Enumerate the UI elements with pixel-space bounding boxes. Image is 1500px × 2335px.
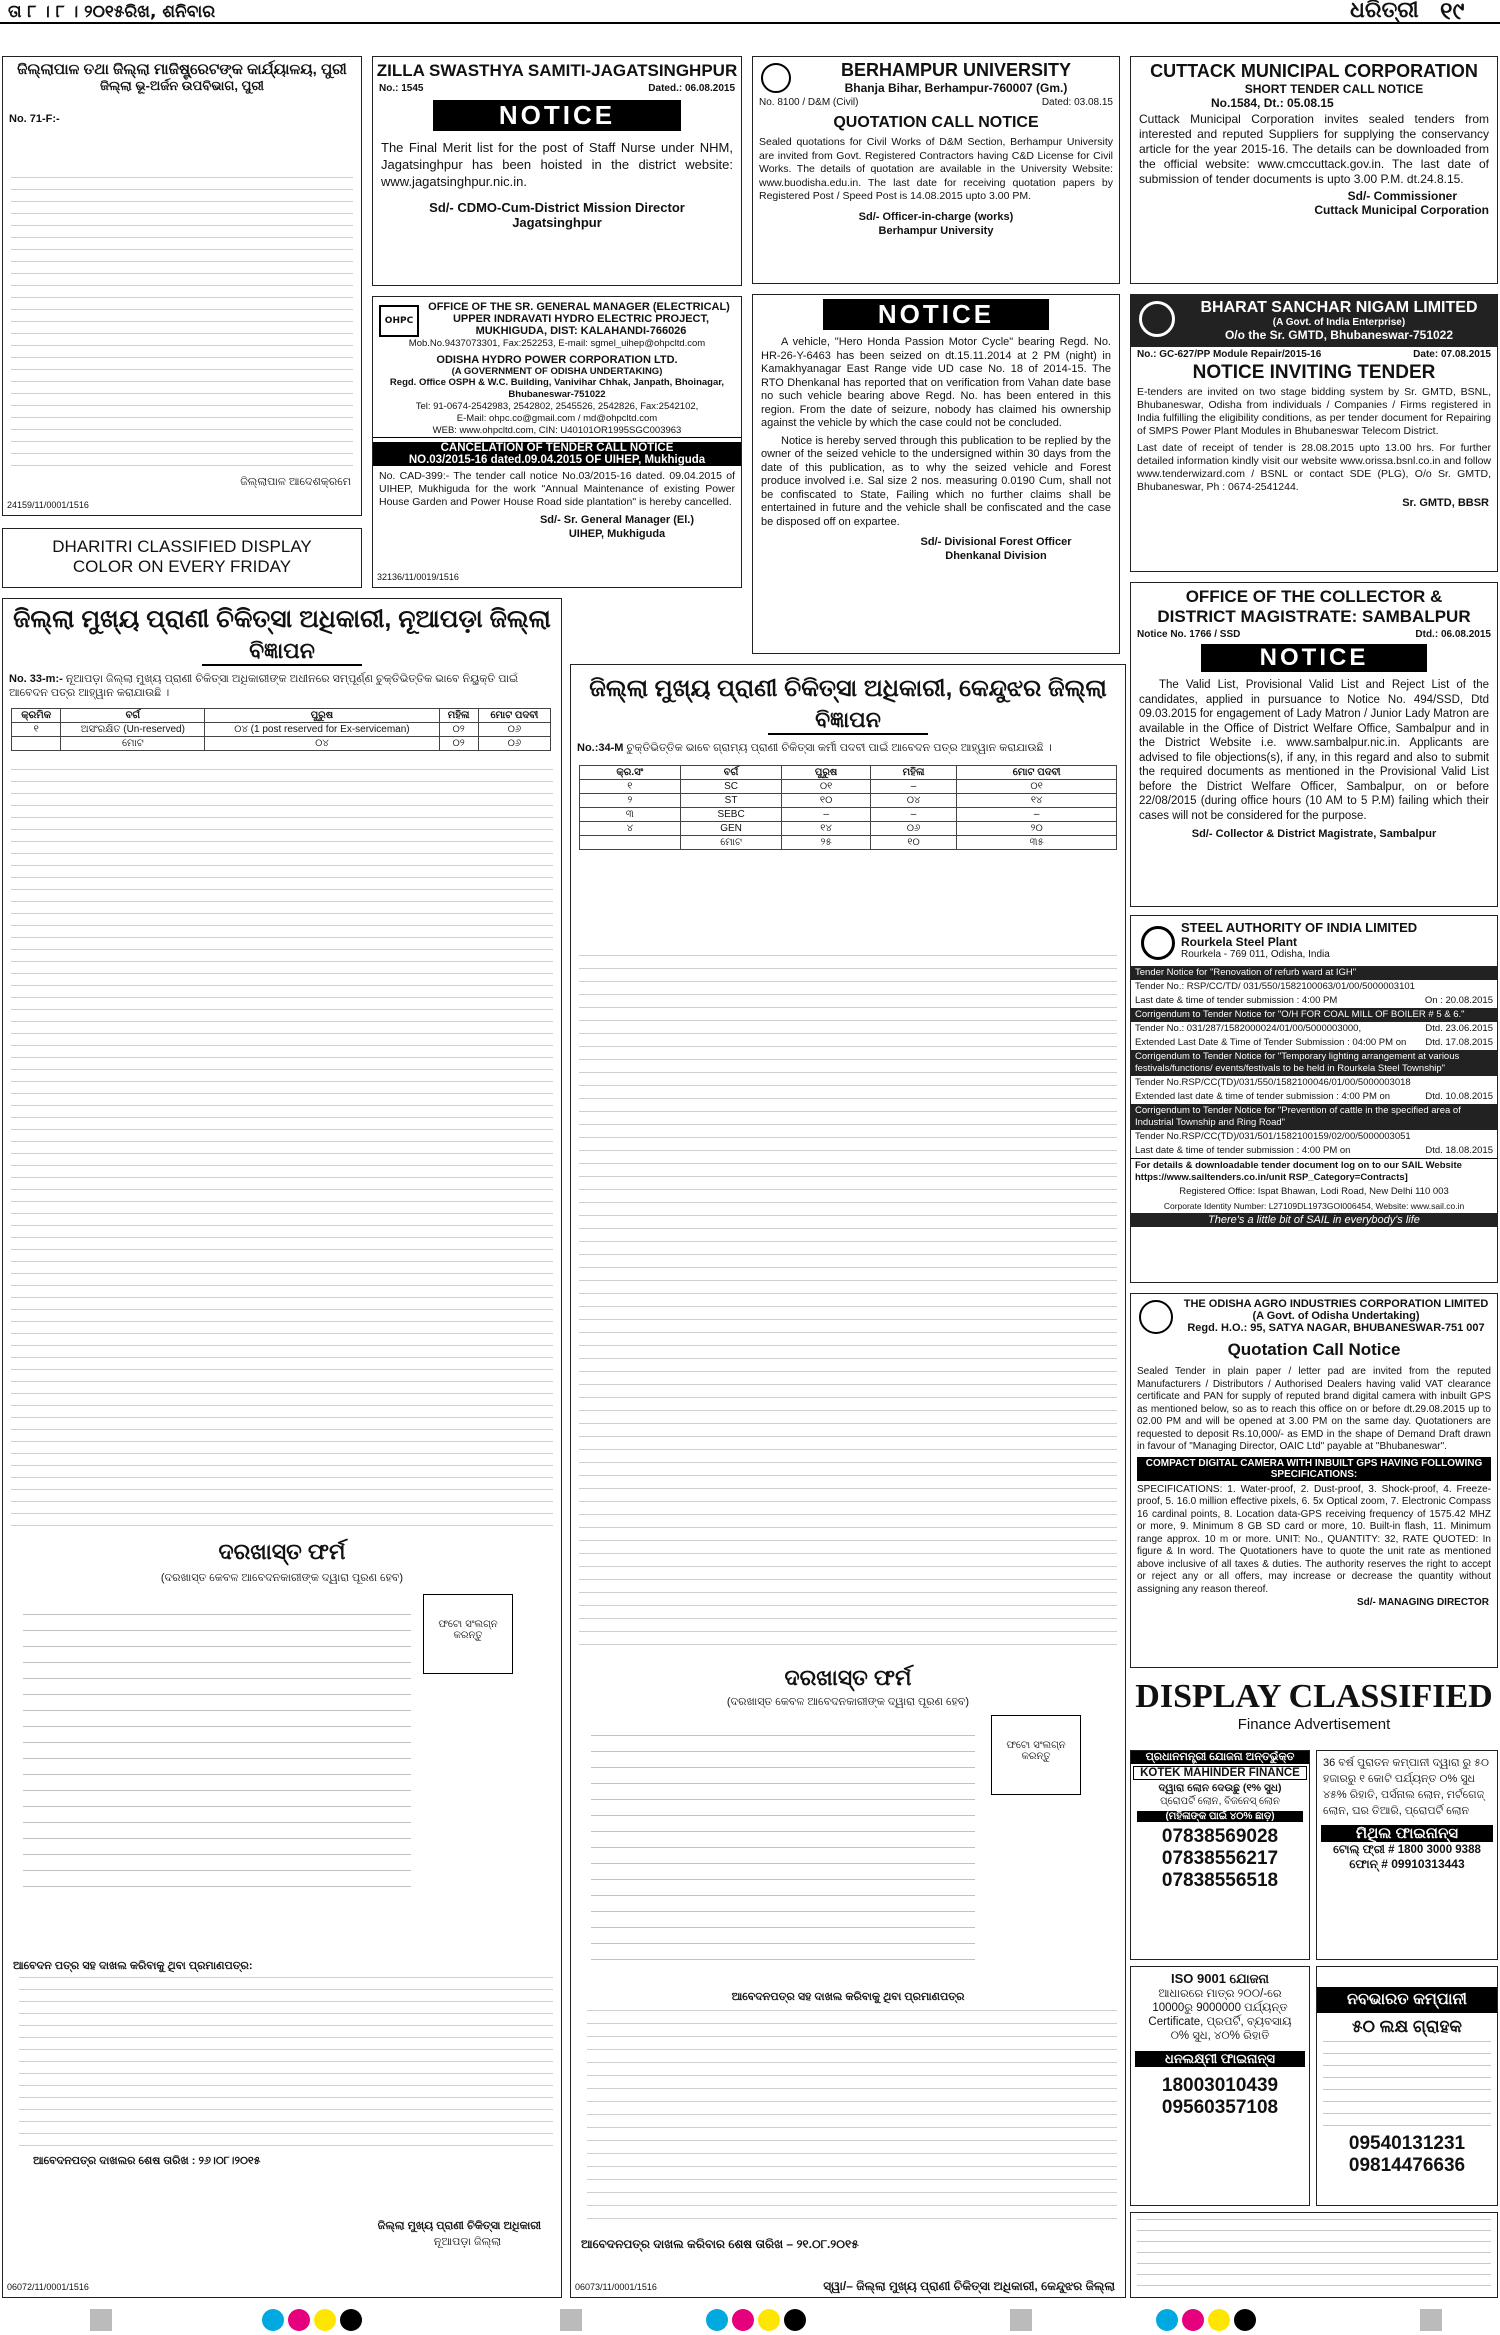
kotak-brand: KOTEK MAHINDER FINANCE [1133,1766,1307,1780]
ohpc-mob: Mob.No.9437073301, Fax:252253, E-mail: sgmel_uihep@ohpcltd.com [408,338,706,349]
table-cell: ୦୨ [439,737,478,751]
berhampur-title: BERHAMPUR UNIVERSITY [840,60,1072,80]
oaic-spec-head: COMPACT DIGITAL CAMERA WITH INBUILT GPS HAVING FOLLOWING SPECIFICATIONS: [1137,1457,1491,1481]
ohpc-logo: OHPC [379,305,419,337]
table-cell: ୧୦ [870,836,957,850]
berhampur-heading: QUOTATION CALL NOTICE [833,114,1039,131]
ohpc-body: No. CAD-399:- The tender call notice No.03/2015-16 dated. 09.04.2015 of UIHEP, Mukhiguda for the work "Annual Maintenance of existing Power House Garden and Power House Road side plantation" is hereby cancelled. [379,470,735,508]
keonjhar-form-lines [591,1720,975,1960]
table-cell: ୦୨ [439,723,478,737]
university-emblem-icon [761,63,791,93]
sambalpur-title1: OFFICE OF THE COLLECTOR & [1185,587,1443,606]
keonjhar-form-title: ଦରଖାସ୍ତ ଫର୍ମ [784,1665,912,1690]
sambalpur-dated: Dtd.: 06.08.2015 [1415,629,1491,640]
nav-body-lines [1323,2041,1491,2127]
iso-l3: Certificate, ପ୍ରପର୍ଟି, ବ୍ୟବସାୟ [1148,2016,1292,2028]
kotak-phone: 07838569028 [1161,1826,1279,1847]
dfo-body2: Notice is hereby served through this publication to be replied by the owner of the seized vehicle to the undersigned within 30 days from the date of this publication, as to why the seized vehicle and Forest produce involved i.e. Sal size 2 nos. measuring 0.0190 Cum, shall not be confiscated to State, Failing which no further claims shall be entertained in future and the vehicle shall be confiscated and the case be disposed off on expartee. [761,434,1111,528]
sail-tender-row [1131,1090,1497,1104]
cmc-no: No.1584, Dt.: 05.08.15 [1211,96,1334,110]
table-cell: SC [680,780,782,794]
dharitri-classified-line2: COLOR ON EVERY FRIDAY [72,557,292,576]
table-cell: – [870,780,957,794]
puri-notice [2,56,362,516]
sail-regd: Registered Office: Ispat Bhawan, Lodi Road, New Delhi 110 003 [1179,1186,1449,1197]
sail-tender-row [1131,1050,1497,1076]
table-cell: ୨ [580,794,681,808]
table-cell: ମୋଟ [61,737,205,751]
date-line: ତା ୮ । ୮ । ୨୦୧୫ରିଖ, ଶନିବାର [8,2,216,22]
keonjhar-th: ମୋଟ ପଦବୀ [957,766,1117,780]
keonjhar-intro: ଚୁକ୍ତିଭିତ୍ତିକ ଭାବେ ଗ୍ରାମ୍ୟ ପ୍ରାଣୀ ଚିକିତ୍ସା କର୍ମୀ ପଦବୀ ପାଇଁ ଆବେଦନ ପତ୍ର ଆହ୍ୱାନ କରାଯାଉଛି । [626,742,1052,754]
keonjhar-sub: ବିଜ୍ଞାପନ [768,707,928,735]
nuapada-intro: ନୂଆପଡ଼ା ଜିଲ୍ଲା ମୁଖ୍ୟ ପ୍ରାଣୀ ଚିକିତ୍ସା ଅଧିକାରୀଙ୍କ ଅଧୀନରେ ସମ୍ପୂର୍ଣ୍ଣ ଚୁକ୍ତିଭିତ୍ତିକ ଭାବେ ନିୟୁକ୍ତି ପାଇଁ ଆବେଦନ ପତ୍ର ଆହ୍ୱାନ କରାଯାଉଛି । [9,673,519,699]
sail-tender-date: Dtd. 10.08.2015 [1425,1091,1493,1102]
table-cell: ୦୬ [478,737,550,751]
ohpc-line3: MUKHIGUDA, DIST: KALAHANDI-766026 [475,325,687,337]
masthead [0,0,1500,24]
print-registration-bar [0,2305,1500,2335]
sambalpur-title2: DISTRICT MAGISTRATE: SAMBALPUR [1157,607,1471,626]
bsnl-title: BHARAT SANCHAR NIGAM LIMITED [1200,299,1478,316]
nuapada-sub: ବିଜ୍ଞାପନ [202,638,362,666]
oaic-sub: (A Govt. of Odisha Undertaking) [1252,1310,1420,1322]
magenta-registration-mark [1182,2309,1204,2331]
iso-phone: 18003010439 [1161,2075,1279,2096]
keonjhar-form-sub: (ଦରଖାସ୍ତ କେବଳ ଆବେଦନକାରୀଙ୍କ ଦ୍ୱାରା ପୂରଣ ହେବ) [726,1696,970,1708]
zss-no: No.: 1545 [379,83,424,94]
sail-notice [1130,915,1498,1283]
sail-tender-text: Last date & time of tender submission : 4:00 PM on [1135,1145,1351,1156]
table-cell: SEBC [680,808,782,822]
table-cell: GEN [680,822,782,836]
oaic-heading: Quotation Call Notice [1227,1340,1401,1359]
oaic-title: THE ODISHA AGRO INDUSTRIES CORPORATION LIMITED [1183,1298,1489,1310]
kotak-head: ପ୍ରଧାନମନ୍ତ୍ରୀ ଯୋଜନା ଅନ୍ତର୍ଭୁକ୍ତ [1131,1751,1309,1764]
oaic-spec: SPECIFICATIONS: 1. Water-proof, 2. Dust-proof, 3. Shock-proof, 4. Freeze-proof, 5. 16.0 million effective pixels, 6. 5x Optical zoom, 7. Electronic Compass 16 cardinal points, 8. Location data-GPS receiving frequency of 1575.42 MHZ or more, 9. Minimum 8 GB SD card or more, 10. Built-in flash, 11. Minimum range approx. 10 m or more. UNIT: No., QUANTITY: 32, RATE QUOTED: In figure & In word. The Quotationers have to quote the unit rate as mentioned above inclusive of all taxes & duties. The authority reserves the right to accept or reject any or all offers, may increase or decrease the quantity without assigning any reason thereof. [1137,1483,1491,1595]
oaic-notice [1130,1293,1498,1668]
zss-notice-heading: NOTICE [433,100,681,131]
dfo-body1: A vehicle, "Hero Honda Passion Motor Cycle" bearing Regd. No. HR-26-Y-6463 has been seized on dt.15.11.2014 at 2 PM (night) in Kamakhyanagar East Range vide UD case No. 18 of 2014-15. The RTO Dhenkanal has reported that on verification from Vahan date base no such vehicle bearing above Regd. No. has been entered in this region. From the date of seizure, nobody has claimed his ownership against the vehicle by which the case could not be concluded. [761,336,1111,429]
nuapada-last-date: ଆବେଦନପତ୍ର ଦାଖଲର ଶେଷ ତାରିଖ : ୨୬।୦୮।୨୦୧୫ [33,2155,261,2167]
keonjhar-no: No.:34-M [577,742,624,754]
zss-dated: Dated.: 06.08.2015 [648,83,735,94]
sail-tender-row [1131,1036,1497,1050]
sail-logo-icon [1141,926,1175,960]
cmc-body: Cuttack Municipal Corporation invites sealed tenders from interested and reputed Suppliers for supplying the conservancy article for the year 2015-16. The details can be downloaded from the official website: www.cmccuttack.gov.in. The last date of submission of tender documents is upto 3.00 P.M. dt.24.8.15. [1139,112,1489,186]
bsnl-date: Date: 07.08.2015 [1413,349,1491,360]
iso-head: ISO 9001 ଯୋଜନା [1171,1971,1269,1986]
berhampur-dated: Dated: 03.08.15 [1041,97,1113,108]
table-cell: ୦୬ [870,822,957,836]
puri-footer: 24159/11/0001/1516 [7,500,89,510]
zss-title: ZILLA SWASTHYA SAMITI-JAGATSINGHPUR [376,61,738,80]
bsnl-office: O/o the Sr. GMTD, Bhubaneswar-751022 [1224,328,1454,342]
berhampur-sign2: Berhampur University [878,224,994,237]
table-cell: ୩ [580,808,681,822]
sail-tender-date: Dtd. 23.06.2015 [1425,1023,1493,1034]
bsnl-notice [1130,294,1498,572]
keonjhar-body-text [579,955,1117,1645]
ohpc-footer: 32136/11/0019/1516 [377,572,459,582]
nuapada-advertisement [2,598,562,2298]
table-cell: – [870,808,957,822]
table-cell: ୨୫ [782,836,870,850]
mithila-finance-ad [1316,1750,1498,1960]
berhampur-body: Sealed quotations for Civil Works of D&M Section, Berhampur University are invited from Govt. Registered Contractors having C&D License for Civil Works. The details of quotation are available in the University Website: www.buodisha.edu.in. The last date for receiving quotation papers by Registered Post / Speed Post is 14.08.2015 upto 3.00 PM. [759,136,1113,202]
ohpc-corp: ODISHA HYDRO POWER CORPORATION LTD. [436,354,678,366]
keonjhar-cert-lines [587,2010,1117,2230]
sail-tender-row [1131,980,1497,994]
nuapada-table [11,708,551,751]
keonjhar-sign: ସ୍ୱା/– ଜିଲ୍ଲା ମୁଖ୍ୟ ପ୍ରାଣୀ ଚିକିତ୍ସା ଅଧିକାରୀ, କେନ୍ଦୁଝର ଜିଲ୍ଲା [823,2279,1115,2293]
table-cell [12,737,61,751]
dharitri-classified-line1: DHARITRI CLASSIFIED DISPLAY [52,537,312,556]
ohpc-cancel-title1: CANCELATION OF TENDER CALL NOTICE [373,442,741,454]
sail-tender-text: Extended last date & time of tender submission : 4:00 PM on [1135,1091,1391,1102]
ohpc-regd: Regd. Office OSPH & W.C. Building, Vanivihar Chhak, Janpath, Bhoinagar, Bhubaneswar-751022 [389,377,725,400]
sail-tender-date: Dtd. 18.08.2015 [1425,1145,1493,1156]
oaic-sign: Sd/- MANAGING DIRECTOR [1356,1597,1489,1608]
nuapada-title: ଜିଲ୍ଲା ମୁଖ୍ୟ ପ୍ରାଣୀ ଚିକିତ୍ସା ଅଧିକାରୀ, ନୂଆପଡ଼ା ଜିଲ୍ଲା [13,605,551,633]
table-row [580,780,1117,794]
table-cell: ୩୫ [957,836,1117,850]
iso-brand: ଧନଲକ୍ଷ୍ମୀ ଫାଇନାନ୍ସ [1135,2051,1305,2067]
nuapada-photo-label: ଫଟୋ ସଂଲଗ୍ନ କରନ୍ତୁ [438,1619,498,1641]
oaic-logo-icon [1139,1300,1173,1334]
ohpc-notice [372,296,742,588]
nuapada-form-sub: (ଦରଖାସ୍ତ କେବଳ ଆବେଦନକାରୀଙ୍କ ଦ୍ୱାରା ପୂରଣ ହେବ) [160,1572,404,1584]
ohpc-tel: Tel: 91-0674-2542983, 2542802, 2545526, 2542826, Fax:2542102, [415,401,699,412]
table-cell: ୧୦ [782,794,870,808]
iso-l2: 10000ରୁ 9000000 ପର୍ଯ୍ୟନ୍ତ [1152,2002,1288,2014]
cmc-sign1: Sd/- Commissioner [1347,189,1457,203]
table-cell: – [957,808,1117,822]
keonjhar-footer: 06073/11/0001/1516 [575,2282,657,2292]
puri-body-lines [11,177,353,467]
sail-tender-date: Dtd. 17.08.2015 [1425,1037,1493,1048]
table-cell: ୪ [580,822,681,836]
kotak-phone: 07838556518 [1161,1870,1279,1891]
black-registration-mark [784,2309,806,2331]
nuapada-sign1: ଜିଲ୍ଲା ମୁଖ୍ୟ ପ୍ରାଣୀ ଚିକିତ୍ସା ଅଧିକାରୀ [377,2220,541,2232]
iso-finance-ad [1130,1966,1310,2206]
nuapada-photo-box [423,1594,513,1674]
sail-addr: Rourkela - 769 011, Odisha, India [1181,949,1330,960]
yellow-registration-mark [1208,2309,1230,2331]
nuapada-body-text [11,769,553,1529]
dfo-heading: NOTICE [823,299,1049,330]
keonjhar-th: ମହିଳା [870,766,957,780]
keonjhar-photo-box [991,1715,1081,1795]
mithila-name: ମିଥିଲ ଫାଇନାନ୍ସ [1321,1825,1493,1842]
sail-tender-text: Tender No.RSP/CC(TD)/031/501/1582100159/02/00/5000003051 [1135,1131,1411,1142]
table-cell: ୦୪ (1 post reserved for Ex-serviceman) [205,723,439,737]
table-cell: ୧୪ [782,822,870,836]
grey-registration-mark [1010,2309,1032,2331]
nuapada-form-lines [23,1599,411,1899]
table-cell: ମୋଟ [680,836,782,850]
sail-title: STEEL AUTHORITY OF INDIA LIMITED [1181,920,1418,935]
ohpc-sign2: UIHEP, Mukhiguda [568,528,666,540]
sail-tender-text: Tender No.RSP/CC(TD)/031/550/1582100046/01/00/5000003018 [1135,1077,1411,1088]
iso-l1: ଆଧାରରେ ମାତ୍ର ୨୦୦/-ରେ [1158,1988,1282,2000]
iso-l4: ୦% ସୁଧ, ୪୦% ରିହାତି [1170,2030,1270,2042]
cmc-sub: SHORT TENDER CALL NOTICE [1244,82,1424,96]
sail-tender-text: Extended Last Date & Time of Tender Submission : 04:00 PM on [1135,1037,1407,1048]
sail-cin: Corporate Identity Number: L27109DL1973GOI006454, Website: www.sail.co.in [1163,1201,1465,1211]
sail-details: For details & downloadable tender document log on to our SAIL Website https://www.sailtenders.co.in/unit RSP_Category=Contracts] [1131,1158,1497,1185]
keonjhar-th: କ୍ର.ସଂ [580,766,681,780]
dfo-sign1: Sd/- Divisional Forest Officer [920,536,1072,548]
keonjhar-advertisement [570,664,1126,2298]
nav-phone: 09814476636 [1348,2155,1466,2176]
page-number: ୧୯ [1440,0,1465,25]
sail-tender-row [1131,994,1497,1008]
sambalpur-notice [1130,582,1498,907]
sail-tender-row [1131,1130,1497,1144]
nuapada-th: କ୍ରମିକ [12,709,61,723]
sambalpur-sign: Sd/- Collector & District Magistrate, Sambalpur [1191,828,1437,840]
black-registration-mark [340,2309,362,2331]
bsnl-logo-icon [1139,301,1175,337]
mithila-toll: ଟୋଲ୍ ଫ୍ରୀ # 1800 3000 9388 [1333,1844,1481,1856]
sambalpur-body: The Valid List, Provisional Valid List and Reject List of the candidates, applied in pursuance to Notice No. 494/SSD, Dtd 09.03.2015 for engagement of Lady Matron / Junior Lady Matron are available in the Office of District Welfare Office, Sambalpur and in the District Website i.e. www.sambalpur.nic.in. Applicants are advised to file objections(s), if any, in this regard and also to submit the required documents as mentioned in the Provisional Valid List before the District Welfare Officer, Sambalpur, on or before 22/08/2015 (during office hours (10 AM to 5 P.M) failing which their cases will not be considered for the purpose. [1139,679,1489,822]
puri-notice-no: No. 71-F:- [9,113,60,125]
sail-tender-text: Corrigendum to Tender Notice for "Prevention of cattle in the specified area of Industrial Township and Ring Road" [1135,1105,1461,1128]
table-row [12,737,551,751]
cmc-notice [1130,56,1498,284]
table-row [580,794,1117,808]
bottom-strip-ad [1130,2212,1498,2298]
kotak-l2: ପ୍ରୋପର୍ଟି ଲୋନ, ବିଜନେସ୍ ଲୋନ [1160,1796,1280,1807]
zss-sign2: Jagatsinghpur [512,215,602,230]
dharitri-classified-banner [2,528,362,588]
zss-notice [372,56,742,286]
nuapada-th: ବର୍ଗ [61,709,205,723]
oaic-body: Sealed Tender in plain paper / letter pad are invited from the reputed Manufacturers / Distributors / Authorised Dealers having valid VAT clearance certificate and PAN for supply of reputed brand digital camera with inbuilt GPS as mentioned below, so as to reach this office on or before dt.29.08.2015 up to 02.00 PM and will be opened at 3.00 PM on the same day. Quotationers are requested to deposit Rs.10,000/- as EMD in the shape of Demand Draft drawn in favour of "Managing Director, OAIC Ltd" payable at "Bhubaneswar". [1137,1366,1491,1452]
table-row [12,723,551,737]
table-cell: ୧୪ [957,794,1117,808]
nuapada-th: ମୋଟ ପଦବୀ [478,709,550,723]
display-classified-title: DISPLAY CLASSIFIED [1135,1678,1493,1715]
sambalpur-no: Notice No. 1766 / SSD [1137,629,1241,640]
ohpc-line1: OFFICE OF THE SR. GENERAL MANAGER (ELECTRICAL) [428,301,730,313]
nuapada-th: ମହିଳା [439,709,478,723]
sail-plant: Rourkela Steel Plant [1181,935,1298,949]
sail-tender-text: Tender No.: RSP/CC/TD/ 031/550/1582100063/01/00/5000003101 [1135,981,1415,992]
bsnl-body: E-tenders are invited on two stage bidding system by Sr. GMTD, BSNL, Bhubaneswar, Odisha from individuals / Companies / Firms registered in India fulfilling the eligibility conditions, as per tender document for Repairing of SMPS Power Plant Modules in Bhubaneswar Telecom District. [1137,386,1491,437]
table-cell: ୦୧ [782,780,870,794]
berhampur-notice [752,56,1120,284]
puri-title: ଜିଲ୍ଲାପାଳ ତଥା ଜିଲ୍ଲା ମାଜିଷ୍ଟ୍ରେଟଙ୍କ କାର୍ଯ୍ୟାଳୟ, ପୁରୀ [17,61,347,78]
sail-tender-row [1131,1076,1497,1090]
table-cell: – [782,808,870,822]
zss-body: The Final Merit list for the post of Staff Nurse under NHM, Jagatsinghpur has been hoisted in the district website: www.jagatsinghpur.nic.in. [381,140,733,189]
sambalpur-heading: NOTICE [1201,644,1427,672]
yellow-registration-mark [758,2309,780,2331]
nuapada-cert-lines [19,1977,553,2147]
cmc-sign2: Cuttack Municipal Corporation [1314,203,1489,217]
sail-tender-row [1131,1008,1497,1022]
magenta-registration-mark [288,2309,310,2331]
yellow-registration-mark [314,2309,336,2331]
bsnl-heading: NOTICE INVITING TENDER [1192,362,1436,383]
bottom-strip-lines [1137,2219,1491,2291]
ohpc-email: E-Mail: ohpc.co@gmail.com / md@ohpcltd.com [456,413,658,424]
keonjhar-photo-label: ଫଟୋ ସଂଲଗ୍ନ କରନ୍ତୁ [1006,1740,1066,1762]
sail-tender-text: Tender Notice for "Renovation of refurb ward at IGH" [1135,967,1357,978]
kotak-finance-ad [1130,1750,1310,1960]
cyan-registration-mark [706,2309,728,2331]
keonjhar-th: ପୁରୁଷ [782,766,870,780]
black-registration-mark [1234,2309,1256,2331]
magenta-registration-mark [732,2309,754,2331]
berhampur-sign1: Sd/- Officer-in-charge (works) [858,210,1014,223]
sail-tender-text: Corrigendum to Tender Notice for "O/H FOR COAL MILL OF BOILER # 5 & 6." [1135,1009,1465,1020]
newspaper-logo: ଧରିତ୍ରୀ [1350,0,1419,23]
nuapada-sign2: ନୂଆପଡ଼ା ଜିଲ୍ଲା [433,2236,501,2248]
cyan-registration-mark [1156,2309,1178,2331]
sail-tender-row [1131,1144,1497,1158]
keonjhar-table [579,765,1117,850]
keonjhar-th: ବର୍ଗ [680,766,782,780]
cyan-registration-mark [262,2309,284,2331]
sail-tagline: There's a little bit of SAIL in everybody's life [1131,1213,1497,1227]
table-cell: ST [680,794,782,808]
ohpc-web: WEB: www.ohpcltd.com, CIN: U40101OR1995SGC003963 [373,425,741,438]
table-cell [580,836,681,850]
table-row [580,808,1117,822]
berhampur-addr: Bhanja Bihar, Berhampur-760007 (Gm.) [844,81,1068,95]
ohpc-corp2: (A GOVERNMENT OF ODISHA UNDERTAKING) [451,366,663,377]
nuapada-footer: 06072/11/0001/1516 [7,2282,89,2292]
nuapada-cert-title: ଆବେଦନ ପତ୍ର ସହ ଦାଖଲ କରିବାକୁ ଥିବା ପ୍ରମାଣପତ୍ର: [13,1960,253,1972]
ohpc-cancel-title2: NO.03/2015-16 dated.09.04.2015 OF UIHEP, Mukhiguda [373,454,741,466]
nuapada-th: ପୁରୁଷ [205,709,439,723]
navbharat-finance-ad [1316,1966,1498,2206]
table-cell: ୦୪ [870,794,957,808]
table-cell: ୨୦ [957,822,1117,836]
sail-tender-date: On : 20.08.2015 [1424,995,1493,1006]
grey-registration-mark [560,2309,582,2331]
cmc-title: CUTTACK MUNICIPAL CORPORATION [1150,61,1478,81]
sail-tender-row [1131,1022,1497,1036]
dfo-sign2: Dhenkanal Division [945,550,1047,562]
nuapada-form-title: ଦରଖାସ୍ତ ଫର୍ମ [218,1539,346,1564]
table-cell: ୧ [580,780,681,794]
puri-subtitle: ଜିଲ୍ଲା ଭୂ-ଅର୍ଜନ ଉପବିଭାଗ, ପୁରୀ [99,78,265,93]
mithila-phone: ଫୋନ୍ # 09910313443 [1349,1857,1465,1871]
grey-registration-mark [90,2309,112,2331]
oaic-regd: Regd. H.O.: 95, SATYA NAGAR, BHUBANESWAR-751 007 [1187,1322,1485,1334]
nav-l1: ୫୦ ଲକ୍ଷ ଗ୍ରାହକ [1352,2017,1462,2036]
nav-phone: 09540131231 [1348,2133,1466,2154]
sail-tender-text: Corrigendum to Tender Notice for "Temporary lighting arrangement at various festivals/functions/ events/festivals to be held in Rourkela Steel Township" [1135,1051,1460,1074]
kotak-l3: (ମହିଳାଙ୍କ ପାଇଁ ୪୦% ଛାଡ଼) [1137,1811,1303,1822]
keonjhar-title: ଜିଲ୍ଲା ମୁଖ୍ୟ ପ୍ରାଣୀ ଚିକିତ୍ସା ଅଧିକାରୀ, କେନ୍ଦୁଝର ଜିଲ୍ଲା [589,675,1107,702]
bsnl-body2: Last date of receipt of tender is 28.08.2015 upto 13.00 hrs. For further detailed information kindly visit our website www.orissa.bsnl.co.in and follow www.tenderwizard.com / BSNL or contact SDE (PLG), O/o Sr. GMTD, Bhubaneswar, Ph : 0674-2541244. [1137,442,1491,493]
keonjhar-cert-title: ଆବେଦନପତ୍ର ସହ ଦାଖଲ କରିବାକୁ ଥିବା ପ୍ରମାଣପତ୍ର [731,1991,965,2003]
bsnl-no: No.: GC-627/PP Module Repair/2015-16 [1137,349,1322,360]
table-cell: ୧ [12,723,61,737]
table-cell: ୦୪ [205,737,439,751]
berhampur-no: No. 8100 / D&M (Civil) [759,97,859,108]
dfo-notice [752,294,1120,654]
ohpc-sign1: Sd/- Sr. General Manager (El.) [539,514,695,526]
nav-head: ନବଭାରତ କମ୍ପାନୀ [1317,1987,1497,2013]
sail-tender-text: Last date & time of tender submission : 4:00 PM [1135,995,1338,1006]
sail-tender-row [1131,966,1497,980]
sail-tender-row [1131,1104,1497,1130]
nuapada-no: No. 33-m:- [9,673,63,685]
bsnl-sub: (A Govt. of India Enterprise) [1272,317,1406,328]
table-row [580,822,1117,836]
keonjhar-last-date: ଆବେଦନପତ୍ର ଦାଖଲ କରିବାର ଶେଷ ତାରିଖ – ୨୧.୦୮.୨୦୧୫ [581,2237,859,2251]
bsnl-sign: Sr. GMTD, BBSR [1402,497,1489,509]
table-row [580,836,1117,850]
ohpc-line2: UPPER INDRAVATI HYDRO ELECTRIC PROJECT, [452,313,710,325]
mithila-text: 36 ବର୍ଷ ପୁରାତନ କମ୍ପାନୀ ଦ୍ୱାରା ରୁ ୫୦ ହଜାରରୁ ୧ କୋଟି ପର୍ଯ୍ୟନ୍ତ ୦% ସୁଧ ୪୫% ରିହାତି, ପର୍ସନାଲ ଲୋନ, ମର୍ଟଗେଜ୍ ଲୋନ, ଘର ତିଆରି, ପ୍ରୋପର୍ଟି ଲୋନ [1323,1757,1489,1817]
grey-registration-mark [1420,2309,1442,2331]
table-cell: ୦୧ [957,780,1117,794]
sail-tender-list [1131,966,1497,1158]
table-cell: ଅସଂରକ୍ଷିତ (Un-reserved) [61,723,205,737]
display-classified-banner [1130,1678,1498,1744]
display-classified-sub: Finance Advertisement [1237,1716,1391,1733]
puri-signature: ଜିଲ୍ଲାପାଳ ଆଦେଶକ୍ରମେ [240,476,351,488]
sail-tender-text: Tender No.: 031/287/1582000024/01/00/5000003000, [1135,1023,1362,1034]
iso-phone: 09560357108 [1161,2097,1279,2118]
zss-sign1: Sd/- CDMO-Cum-District Mission Director [429,200,685,215]
table-cell: ୦୬ [478,723,550,737]
kotak-phone: 07838556217 [1161,1848,1279,1869]
kotak-l1: ଦ୍ୱାରା ଲୋନ ଦେଉଛୁ (୧% ସୁଧ) [1158,1782,1282,1794]
